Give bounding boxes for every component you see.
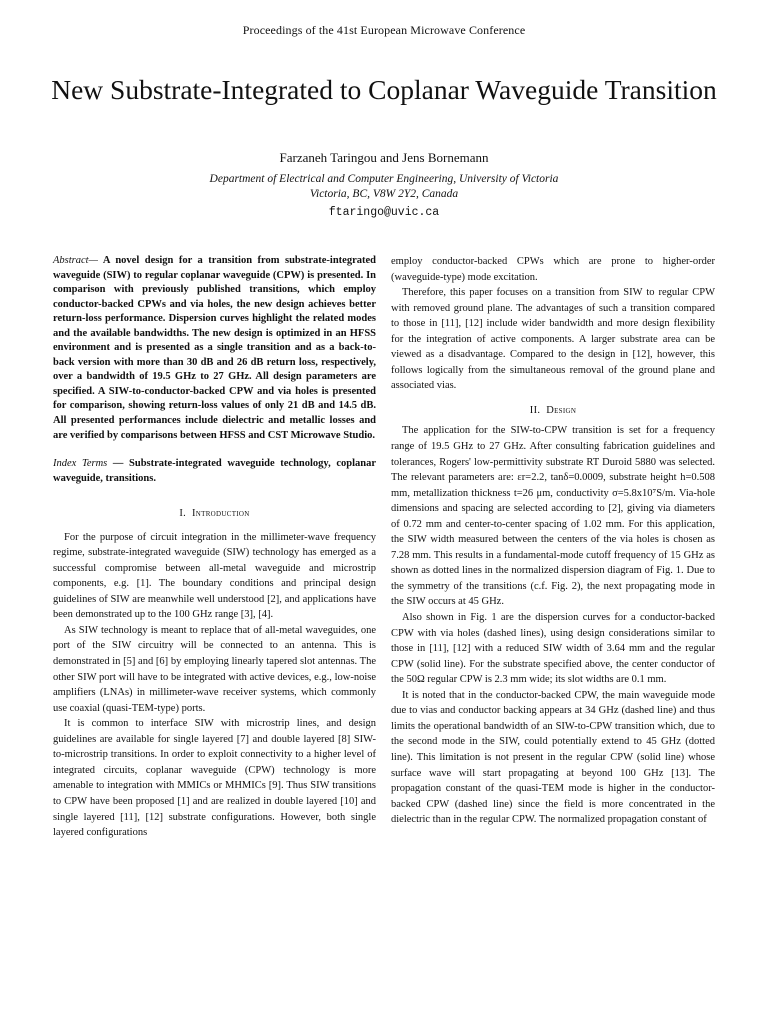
section-number: II. — [529, 404, 541, 416]
right-column — [391, 254, 715, 828]
index-terms-text: Substrate-integrated waveguide technology, coplanar waveguide, transitions. — [53, 458, 377, 485]
section-title: Introduction — [191, 508, 250, 520]
paragraph: Also shown in Fig. 1 are the dispersion curves for a conductor-backed CPW with via holes (dashed lines), using design considerations similar to those in [11], [12] with a reduced SIW width of 3.64 mm and the regular CPW (solid line). For the substrate specified above, the center conductor of the 50Ω regular CPW is 2.3 mm wide; its slot widths are 0.1 mm. — [391, 612, 715, 686]
running-header: Proceedings of the 41st European Microwave Conference — [242, 23, 526, 37]
affiliation-line: Department of Electrical and Computer Engineering, University of Victoria — [209, 173, 559, 185]
section-title: Design — [546, 404, 577, 416]
paragraph: It is common to interface SIW with microstrip lines, and design guidelines are available for single layered [7] and double layered [8] SIW-to-microstrip transitions. In order to exploit connectivity to a higher level of integrated circuits, coplanar waveguide (CPW) technology is more amenable to integration with MMICs or MHMICs [9]. Thus SIW transitions to CPW have been proposed [1] and are realized in double layered [10] and single layered [11], [12] substrate configurations. However, both single layered configurations — [53, 718, 376, 839]
index-terms-lead: Index Terms — [53, 458, 108, 470]
paragraph: For the purpose of circuit integration in the millimeter-wave frequency regime, substrate-integrated waveguide (SIW) technology has emerged as a successful compromise between all-metal waveguide and microstrip components, e.g. [1]. The boundary conditions and principal design guidelines of SIW are meanwhile well understood [2], and applications have been demonstrated up to the 100 GHz range [3], [4]. — [53, 531, 376, 621]
abstract-text: A novel design for a transition from substrate-integrated waveguide (SIW) to regular coplanar waveguide (CPW) is presented. In comparison with previously published transitions, which employ conductor-backed CPWs and via holes, the new design achieves better return-loss performance. Dispersion curves highlight the related modes and the available bandwidths. The new design is optimized in an HFSS environment and is presented as a single transition and as a back-to-back version with more than 30 dB and 26 dB return loss, respectively, over a bandwidth of 19.5 GHz to 27 GHz. All design parameters are specified. A SIW-to-conductor-backed CPW and via holes is presented for comparison, showing return-loss values of only 21 dB and 14.5 dB. All presented performances include dielectric and metallic losses and are verified by comparisons between HFSS and CST Microwave Studio. — [53, 255, 376, 441]
index-terms-dash: — — [107, 458, 130, 470]
section-heading-design — [391, 403, 715, 419]
paragraph: employ conductor-backed CPWs which are prone to higher-order (waveguide-type) mode excitation. — [391, 256, 715, 283]
abstract — [53, 254, 376, 443]
paragraph: Therefore, this paper focuses on a transition from SIW to regular CPW with removed ground plane. The advantages of such a transition compared to those in [11], [12] include wider bandwidth and more design flexibility for the integration of active components. A larger substrate area can be viewed as a disadvantage. Compared to the design in [12], however, this follows logically from the simultaneous removal of the ground plane and associated vias. — [391, 287, 715, 392]
section-number: I. — [179, 508, 187, 520]
index-terms — [53, 456, 376, 486]
affiliation — [0, 172, 768, 202]
affiliation-line: Victoria, BC, V8W 2Y2, Canada — [309, 188, 459, 200]
paragraph: As SIW technology is meant to replace that of all-metal waveguides, one port of the SIW circuitry will be connected to an antenna. This is demonstrated in [5] and [6] by employing linearly tapered slot antennas. The other SIW port will have to be integrated with active devices, e.g., low-noise amplifiers (LNAs) in millimeter-wave receiver systems, which commonly use coaxial (quasi-TEM-type) ports. — [53, 624, 376, 714]
abstract-lead: Abstract— — [53, 255, 98, 266]
author-email[interactable]: ftaringo@uvic.ca — [328, 206, 440, 219]
paragraph: It is noted that in the conductor-backed CPW, the main waveguide mode due to vias and conductor backing appears at 34 GHz (dashed line) and thus limits the operational bandwidth of an SIW-to-CPW transition which, due to the second mode in the SIW, could potentially extend to 45 GHz (dotted line). This limitation is not present in the regular CPW (solid line) whose surface wave will start propagating at beyond 100 GHz [13]. The propagation constant of the quasi-TEM mode is higher in the conductor-backed CPW (dashed line) since the field is more concentrated in the dielectric than in the regular CPW. The normalized propagation constant of — [391, 689, 715, 826]
authors: Farzaneh Taringou and Jens Bornemann — [279, 150, 489, 165]
section-heading-introduction — [53, 506, 376, 522]
paragraph: The application for the SIW-to-CPW transition is set for a frequency range of 19.5 GHz to 27 GHz. After consulting fabrication guidelines and tolerances, Rogers' low-permittivity substrate RT Duroid 5880 was selected. The relevant parameters are: εr=2.2, tanδ=0.0009, substrate height h=0.508 mm, metallization thickness t=26 μm, conductivity σ=5.8x10⁷S/m. Via-hole dimensions and spacing are selected according to [2], giving via diameters of 0.72 mm and center-to-center spacing of 1.02 mm. For this application, the SIW width measured between the centers of the via holes is chosen as 7.28 mm. This results in a fundamental-mode cutoff frequency of 15 GHz as shown as dotted lines in the normalized dispersion diagram of Fig. 1. Due to the symmetry of the transitions (c.f. Fig. 2), the next propagating mode in the SIW occurs at 45 GHz. — [391, 425, 715, 608]
paper-title: New Substrate-Integrated to Coplanar Waveguide Transition — [51, 74, 717, 105]
left-column — [53, 254, 376, 841]
